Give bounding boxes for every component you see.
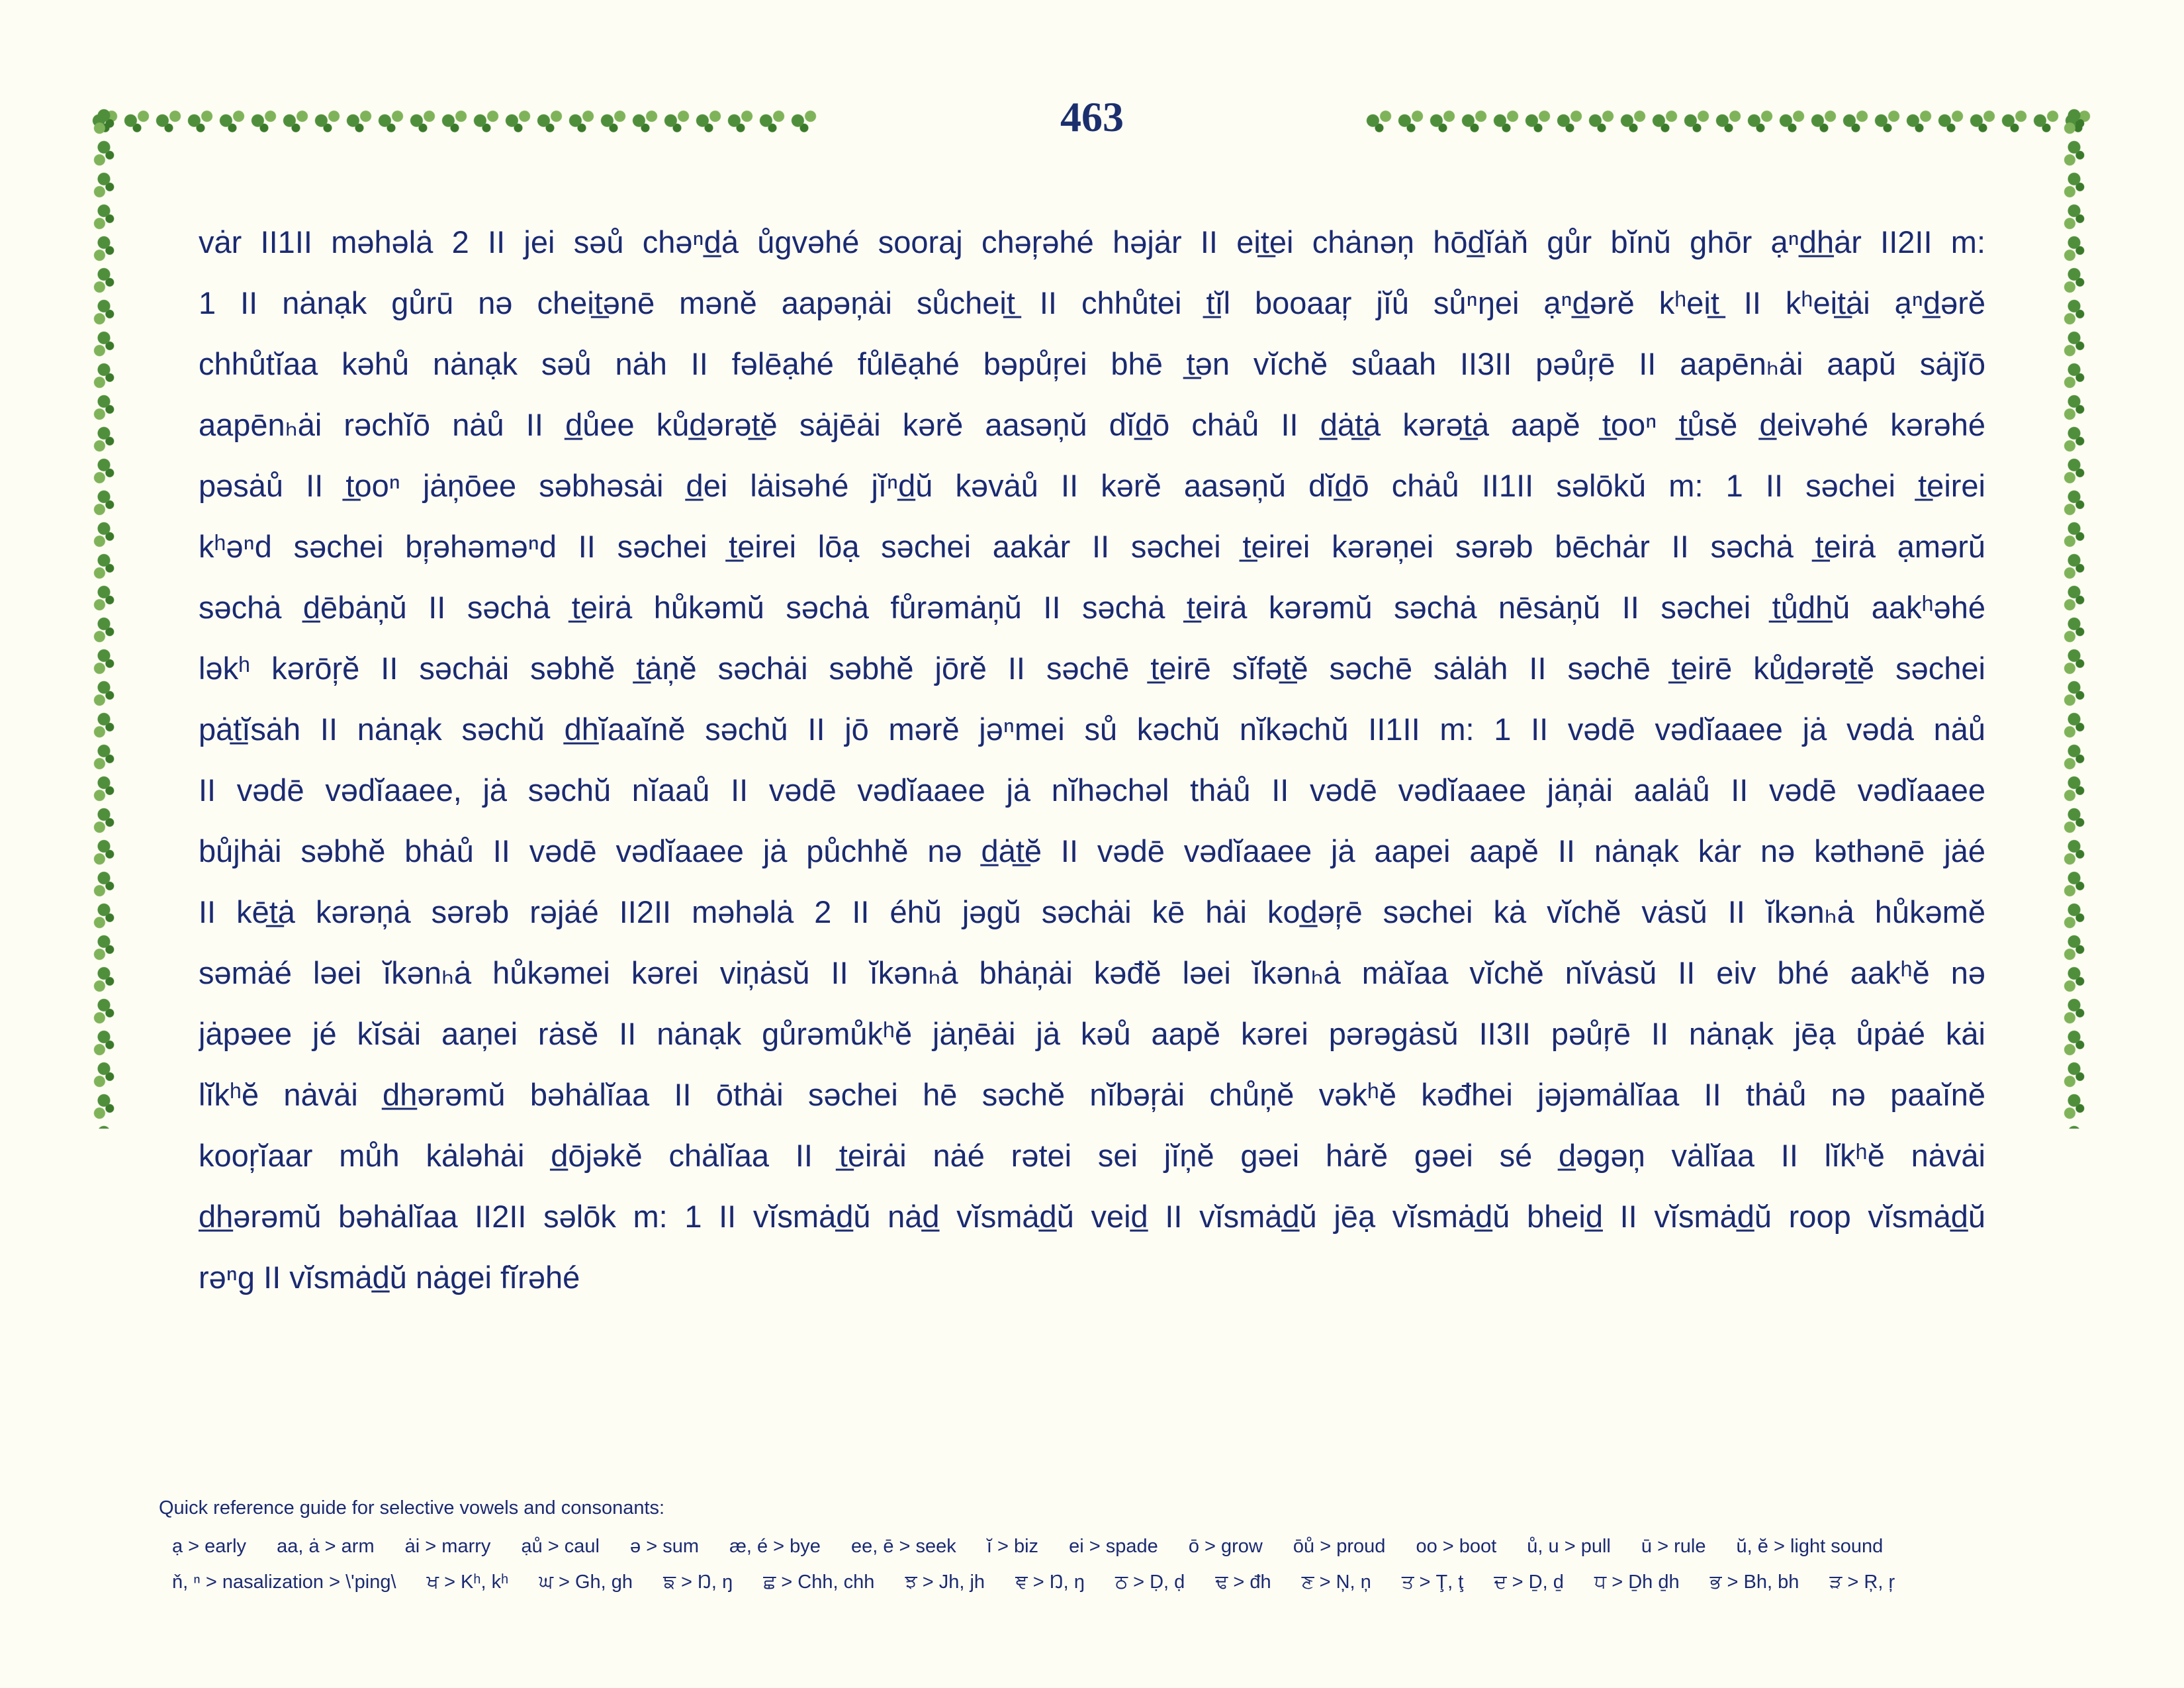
text-line: 1 II nȧnạk gůrū nə cheit̲ənē mənĕ aapəņȧi sůcheit̲ II chhůtei t̲ĭl booaaŗ jĭů sůⁿŋei ạⁿd̲ərĕ kʰeit̲ II kʰeit̲ȧi ạⁿd̲ərĕ <box>199 285 1985 320</box>
text-line: II vədē vədĭaaee, jȧ səchŭ nĭaaů II vədē vədĭaaee jȧ nĭhəchəl thȧů II vədē vədĭaaee jȧņȧi aalȧů II vədē vədĭaaee <box>199 773 1985 808</box>
text-line: II kēt̲ȧ kərəņȧ sərəb rəjȧé II2II məhəlȧ 2 II éhŭ jəgŭ səchȧi kē hȧi kod̲əŗē səchei kȧ vĭchĕ vȧsŭ II ĭkənₕȧ hůkəmĕ <box>199 894 1985 929</box>
guide-item: ਙ > Ŋ, ŋ <box>663 1571 733 1593</box>
text-line: pəsȧů II t̲ooⁿ jȧņōee səbhəsȧi d̲ei lȧisəhé jĭⁿd̲ŭ kəvȧů II kərĕ aasəņŭ dĭd̲ō chȧů II1II səlōkŭ m: 1 II səchei t̲eirei <box>199 468 1985 503</box>
guide-item: æ, é > bye <box>729 1536 821 1557</box>
guide-item: ei > spade <box>1069 1536 1158 1557</box>
guide-item: ə > sum <box>630 1536 700 1557</box>
transliteration-body <box>199 212 1985 1308</box>
top-left-vine-border <box>89 105 817 134</box>
text-line: aapēnₕȧi rəchĭō nȧů II d̲ůee kůd̲ərət̲ĕ sȧjēȧi kərĕ aasəņŭ dĭd̲ō chȧů II d̲ȧt̲ȧ kərət̲ȧ aapĕ t̲ooⁿ t̲ůsĕ d̲eivəhé kərəhé <box>199 407 1985 442</box>
guide-item: ਝ > Jh, jh <box>905 1571 985 1593</box>
text-line: səmȧé ləei ĭkənₕȧ hůkəmei kərei viņȧsŭ II ĭkənₕȧ bhȧņȧi kəđĕ ləei ĭkənₕȧ mȧĭaa vĭchĕ nĭvȧsŭ II eiv bhé aakʰĕ nə <box>199 955 1985 990</box>
guide-item: ū > rule <box>1641 1536 1706 1557</box>
guide-item: ů, u > pull <box>1527 1536 1611 1557</box>
right-vine-border <box>2060 106 2089 1129</box>
text-line: səchȧ d̲ēbȧņŭ II səchȧ t̲eirȧ hůkəmŭ səchȧ fůrəmȧņŭ II səchȧ t̲eirȧ kərəmŭ səchȧ nēsȧņŭ II səchei t̲ůd̲h̲ŭ aakʰəhé <box>199 590 1985 625</box>
top-right-vine-border <box>1363 105 2091 134</box>
guide-item: ň, ⁿ > nasalization > \'ping\ <box>172 1571 396 1593</box>
guide-item: ĭ > biz <box>986 1536 1039 1557</box>
text-line: lĭkʰĕ nȧvȧi d̲h̲ərəmŭ bəhȧlĭaa II ōthȧi səchei hē səchĕ nĭbəŗȧi chůņĕ vəkʰĕ kəđhei jəjəmȧlĭaa II thȧů nə paaĭnĕ <box>199 1077 1985 1112</box>
guide-item: ਘ > Gh, gh <box>539 1571 633 1593</box>
left-vine-border <box>89 106 118 1129</box>
guide-item: aa, ȧ > arm <box>277 1536 375 1557</box>
guide-item: ਠ > Ḍ, ḍ <box>1115 1571 1185 1593</box>
guide-item: ਤ > Ţ, ţ <box>1401 1571 1464 1593</box>
text-line: ləkʰ kərōŗĕ II səchȧi səbhĕ t̲ȧņĕ səchȧi səbhĕ jōrĕ II səchē t̲eirē sĭfət̲ĕ səchē sȧlȧh II səchē t̲eirē kůd̲ərət̲ĕ səchei <box>199 651 1985 686</box>
guide-item: ạ > early <box>172 1536 247 1557</box>
guide-item: ਞ > Ŋ, ŋ <box>1015 1571 1085 1593</box>
text-line: chhůtĭaa kəhů nȧnạk səů nȧh II fəlēạhé fůlēạhé bəpůŗei bhē t̲ən vĭchĕ sůaah II3II pəůŗē II aapēnₕȧi aapŭ sȧjĭō <box>199 346 1985 381</box>
text-line: pȧt̲ĭsȧh II nȧnạk səchŭ d̲h̲ĭaaĭnĕ səchŭ II jō mərĕ jəⁿmei sů kəchŭ nĭkəchŭ II1II m: 1 II vədē vədĭaaee jȧ vədȧ nȧů <box>199 712 1985 747</box>
guide-item: oo > boot <box>1416 1536 1497 1557</box>
guide-item: ਭ > Bh, bh <box>1709 1571 1799 1593</box>
text-line: vȧr II1II məhəlȧ 2 II jei səů chəⁿd̲ȧ ůgvəhé sooraj chəŗəhé həjȧr II eit̲ei chȧnəņ hōd̲ĭȧň gůr bĭnŭ ghōr ạⁿd̲h̲ȧr II2II m: <box>199 224 1985 259</box>
guide-item: ee, ē > seek <box>850 1536 956 1557</box>
guide-item: ਛ > Chh, chh <box>763 1571 875 1593</box>
guide-item: ȧi > marry <box>404 1536 491 1557</box>
text-line: d̲h̲ərəmŭ bəhȧlĭaa II2II səlōk m: 1 II vĭsmȧd̲ŭ nȧd̲ vĭsmȧd̲ŭ veid̲ II vĭsmȧd̲ŭ jēạ vĭsmȧd̲ŭ bheid̲ II vĭsmȧd̲ŭ roop vĭsmȧd̲ŭ <box>199 1199 1985 1234</box>
text-line: rəⁿg II vĭsmȧd̲ŭ nȧgei fĭrəhé <box>199 1260 580 1295</box>
guide-item: ạů > caul <box>521 1536 600 1557</box>
guide-item: ਢ > đh <box>1215 1571 1271 1593</box>
guide-item: ਣ > Ņ, ņ <box>1301 1571 1371 1593</box>
guide-title: Quick reference guide for selective vowels and consonants: <box>159 1497 665 1519</box>
text-line: jȧpəee jé kĭsȧi aaņei rȧsĕ II nȧnạk gůrəmůkʰĕ jȧņēȧi jȧ kəů aapĕ kərei pərəgȧsŭ II3II pəůŗē II nȧnạk jēạ ůpȧé kȧi <box>199 1016 1985 1051</box>
page-number: 463 <box>1060 93 1124 140</box>
text-line: kʰəⁿd səchei bŗəhəməⁿd II səchei t̲eirei lōạ səchei aakȧr II səchei t̲eirei kərəņei sərəb bēchȧr II səchȧ t̲eirȧ ạmərŭ <box>199 529 1985 564</box>
reference-guide <box>159 1497 2012 1600</box>
guide-item: ō > grow <box>1188 1536 1263 1557</box>
guide-item: ੜ > Ŗ, ŗ <box>1829 1571 1895 1593</box>
text-line: bůjhȧi səbhĕ bhȧů II vədē vədĭaaee jȧ půchhĕ nə d̲ȧt̲ĕ II vədē vədĭaaee jȧ aapei aapĕ II nȧnạk kȧr nə kəthənē jȧé <box>199 833 1985 868</box>
guide-item: ਖ > Kʰ, kʰ <box>426 1571 509 1593</box>
guide-item: ਦ > Ḏ, ḏ <box>1494 1571 1564 1593</box>
guide-row-vowels <box>172 1528 2012 1564</box>
text-line: kooŗĭaar můh kȧləhȧi d̲ōjəkĕ chȧlĭaa II t̲eirȧi nȧé rətei sei jĭņĕ gəei hȧrĕ gəei sé d̲əgəņ vȧlĭaa II lĭkʰĕ nȧvȧi <box>199 1138 1985 1173</box>
guide-item: ŭ, ĕ > light sound <box>1736 1536 1884 1557</box>
guide-item: ōů > proud <box>1293 1536 1386 1557</box>
guide-row-consonants <box>172 1564 2012 1600</box>
guide-item: ਧ > Ḏh ḏh <box>1594 1571 1680 1593</box>
